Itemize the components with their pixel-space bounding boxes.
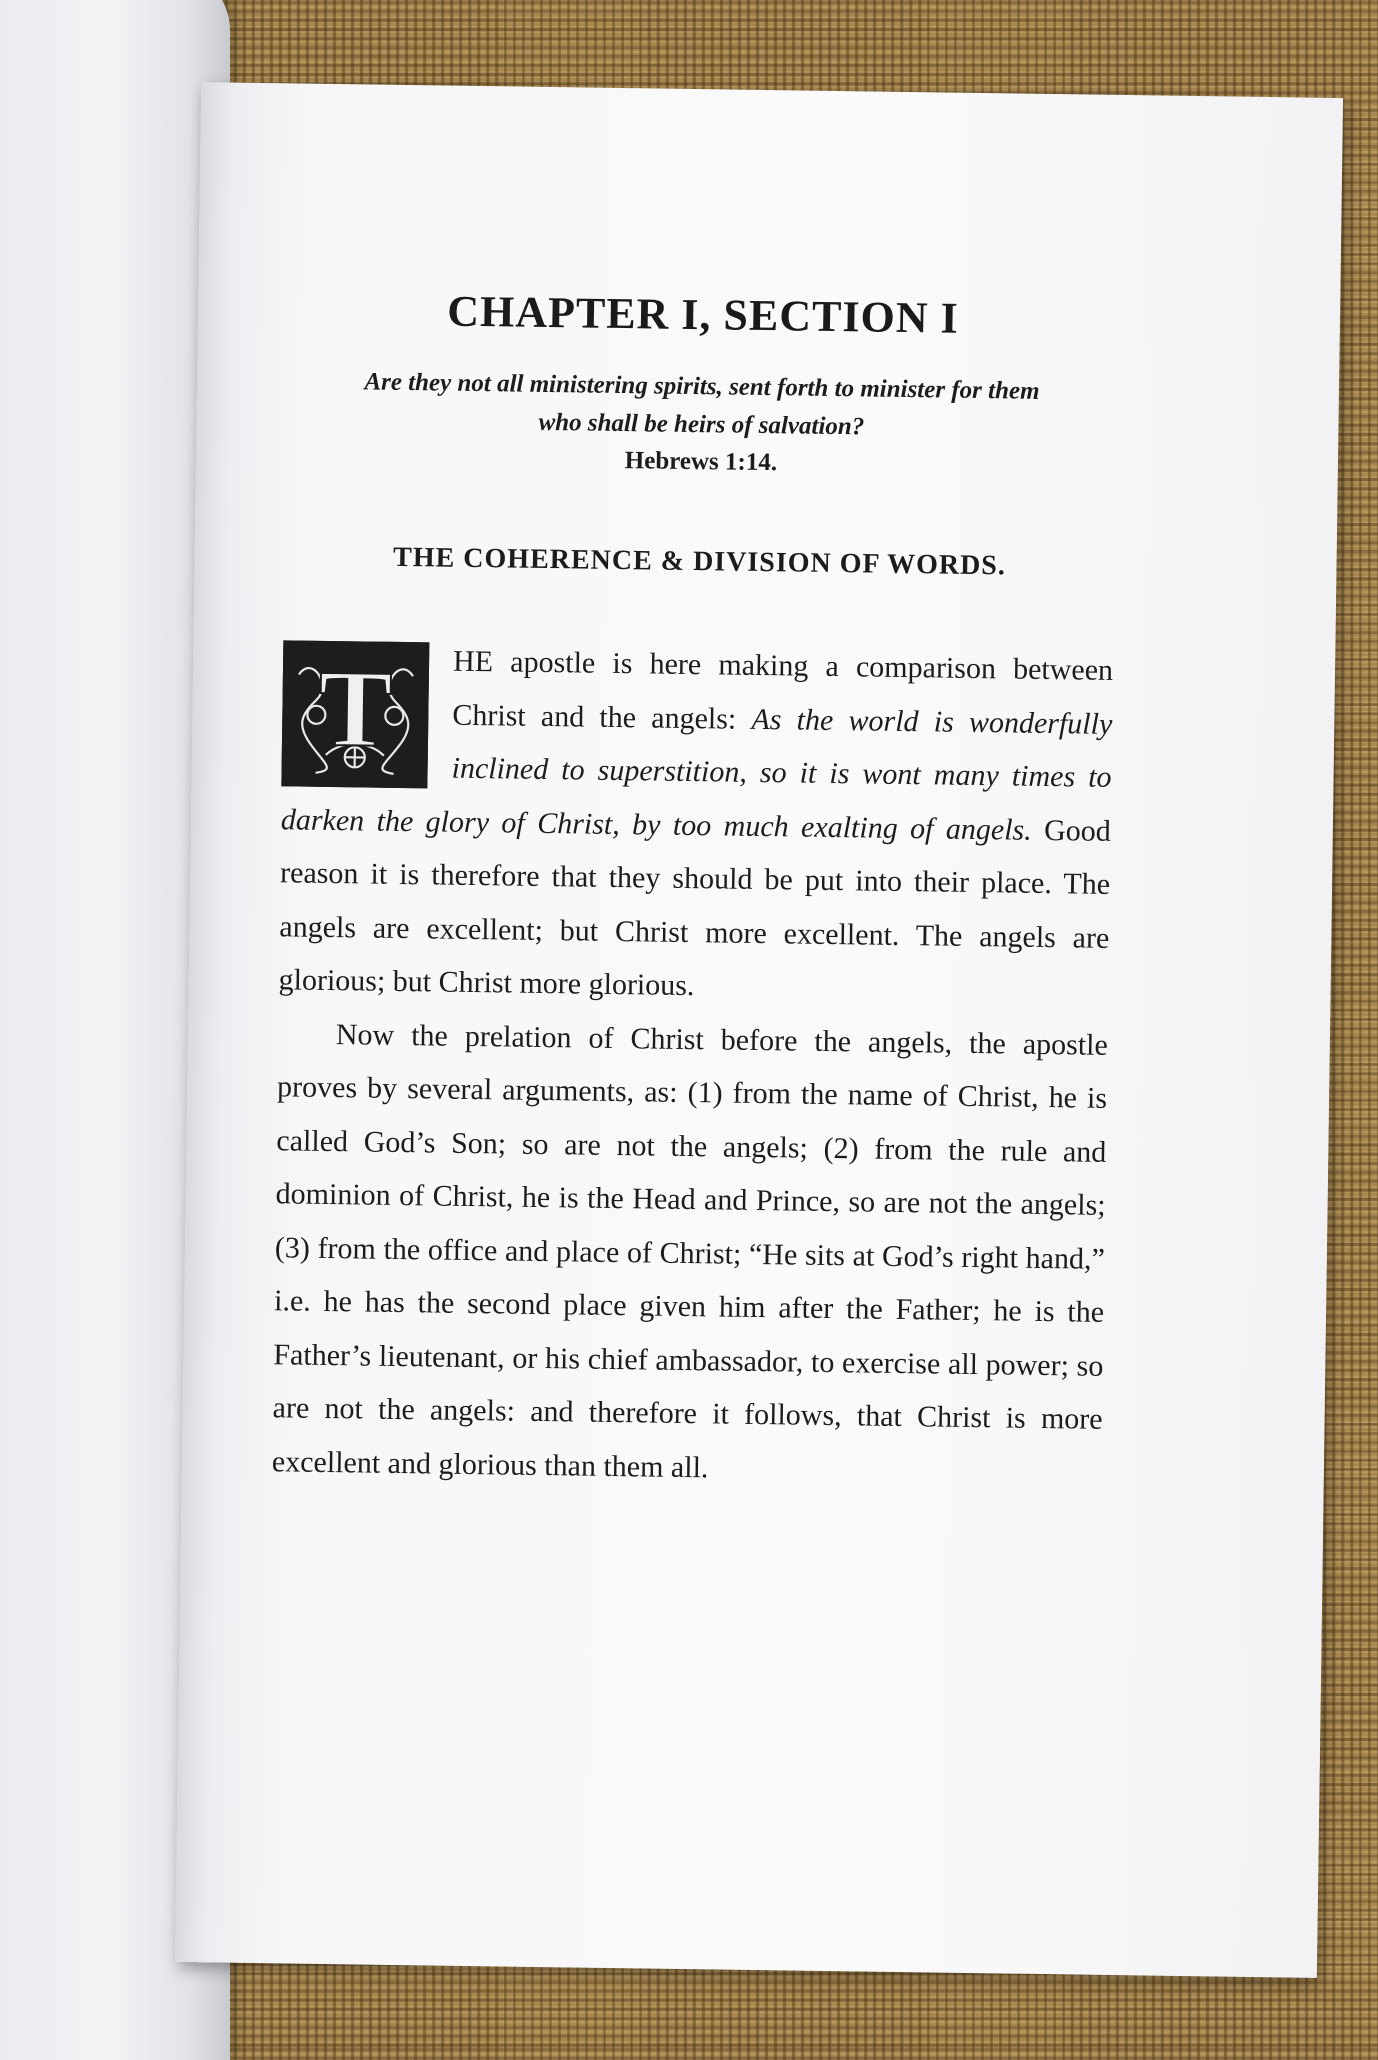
book-page bbox=[175, 82, 1343, 1978]
dropcap-ornament bbox=[281, 640, 429, 788]
body-text bbox=[272, 632, 1114, 1500]
scripture-reference: Hebrews 1:14. bbox=[624, 447, 778, 477]
svg-text:T: T bbox=[317, 646, 393, 770]
paragraph-2: Now the prelation of Christ before the angels, the apostle proves by several arguments, as: (1) from the name of Christ, he is called God’s Son; so are not the angels; (2) from the rule and dominion of Christ, he is the Head and Prince, so are not the angels; (3) from the office and place of Christ; “He sits at God’s right hand,” i.e. he has the second place given him after the Father; he is the Father’s lieutenant, or his chief ambassador, to exercise all power; so are not the angels: and therefore it follows, that Christ is more excellent and glorious than them all. bbox=[271, 1017, 1109, 1484]
paragraph-1 bbox=[278, 632, 1113, 1018]
section-heading: THE COHERENCE & DIVISION OF WORDS. bbox=[392, 541, 1007, 582]
paragraph-1-italic: As the world is wonderfully inclined to superstition, so it is wont many times to darken the glory of Christ, by too much exalting of angels. bbox=[280, 702, 1113, 847]
ornamental-t-icon bbox=[285, 644, 425, 784]
epigraph: Are they not all ministering spirits, sent forth to minister for them who shall be heirs of salvation? bbox=[364, 368, 1040, 441]
chapter-title: CHAPTER I, SECTION I bbox=[446, 286, 960, 343]
paragraph-1-text-a: HE apostle is here making a comparison between Christ and the angels: bbox=[452, 644, 1114, 736]
page-content bbox=[271, 283, 1118, 1529]
paragraph-1-text-b: Good reason it is therefore that they should be put into their place. The angels are excellent; but Christ more excellent. The angels are glorious; but Christ more glorious. bbox=[278, 813, 1112, 1003]
